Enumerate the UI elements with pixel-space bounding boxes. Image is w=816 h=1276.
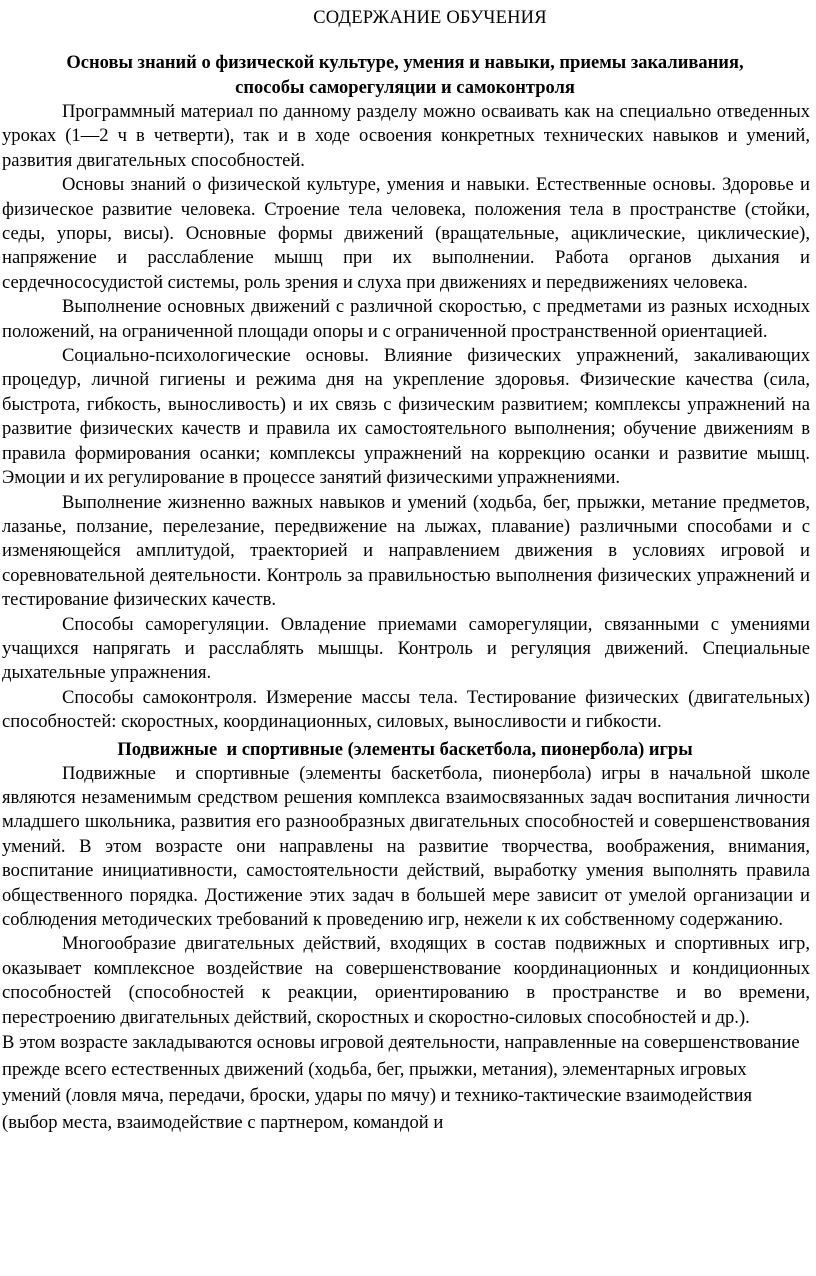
page-title: СОДЕРЖАНИЕ ОБУЧЕНИЯ — [313, 8, 547, 28]
paragraph-self-control: Способы самоконтроля. Измерение массы тела. Тестирование физических (двигательных) способностей: скоростных, координационных, силовых, выносливости и гибкости. — [2, 686, 810, 733]
section-heading-basics-line2: способы саморегуляции и самоконтроля — [235, 78, 575, 98]
paragraph-socio-psychological: Социально-психологические основы. Влияние физических упражнений, закаливающих процедур, личной гигиены и режима дня на укрепление здоровья. Физические качества (сила, быстрота, гибкость, выносливость) и их связь с физическим развитием; комплексы упражнений на развитие физических качеств и правила их самостоятельного выполнения; обучение движениям в правила формирования осанки; комплексы упражнений на коррекцию осанки и развитие мышц. Эмоции и их регулирование в процессе занятий физическими упражнениями. — [2, 345, 810, 489]
section-heading-games: Подвижные и спортивные (элементы баскетбола, пионербола) игры — [117, 739, 693, 760]
paragraph-program-material: Программный материал по данному разделу можно осваивать как на специально отведенных уроках (1—2 ч в четверти), так и в ходе освоения конкретных технических навыков и умений, развития двигательных способностей. — [2, 101, 810, 171]
paragraph-self-regulation: Способы саморегуляции. Овладение приемами саморегуляции, связанными с умениями учащихся напрягать и расслаблять мышцы. Контроль и регуляция движений. Специальные дыхательные упражнения. — [2, 613, 810, 684]
paragraph-games-foundations: В этом возрасте закладываются основы игровой деятельности, направленные на совершенствование прежде всего естественных движений (ходьба, бег, прыжки, метания), элементарных игровых умений (ловля мяча, передачи, броски, удары по мячу) и технико-тактические взаимодействия (выбор места, взаимодействие с партнером, командой и — [2, 1032, 800, 1133]
section-heading-basics-line1: Основы знаний о физической культуре, умения и навыки, приемы закаливания, — [66, 53, 744, 73]
paragraph-basic-movements: Выполнение основных движений с различной скоростью, с предметами из разных исходных положений, на ограниченной площади опоры и с ограниченной пространственной ориентацией. — [2, 296, 810, 342]
paragraph-knowledge-basics: Основы знаний о физической культуре, умения и навыки. Естественные основы. Здоровье и физическое развитие человека. Строение тела человека, положения тела в пространстве (стойки, седы, упоры, висы). Основные формы движений (вращательные, ациклические, циклические), напряжение и расслабление мышц при их выполнении. Работа органов дыхания и сердечнососудистой системы, роль зрения и слуха при движениях и передвижениях человека. — [2, 174, 810, 293]
paragraph-vital-skills: Выполнение жизненно важных навыков и умений (ходьба, бег, прыжки, метание предметов, лазанье, ползание, перелезание, передвижение на лыжах, плавание) различными способами и с изменяющейся амплитудой, траекторией и направлением движения в условиях игровой и соревновательной деятельности. Контроль за правильностью выполнения физических упражнений и тестирование физических качеств. — [2, 491, 810, 611]
paragraph-games-variety: Многообразие двигательных действий, входящих в состав подвижных и спортивных игр, оказывает комплексное воздействие на совершенствование координационных и кондиционных способностей (способностей к реакции, ориентированию в пространстве и во времени, перестроению двигательных действий, скоростных и скоростно-силовых способностей и др.). — [2, 933, 810, 1028]
paragraph-games-role: Подвижные и спортивные (элементы баскетбола, пионербола) игры в начальной школе являются незаменимым средством решения комплекса взаимосвязанных задач воспитания личности младшего школьника, развития его разнообразных двигательных способностей и совершенствования умений. В этом возрасте они направлены на развитие творчества, воображения, внимания, воспитание инициативности, самостоятельности действий, выработку умения выполнять правила общественного порядка. Достижение этих задач в большей мере зависит от умелой организации и соблюдения методических требований к проведению игр, нежели к их собственному содержанию. — [2, 762, 815, 930]
